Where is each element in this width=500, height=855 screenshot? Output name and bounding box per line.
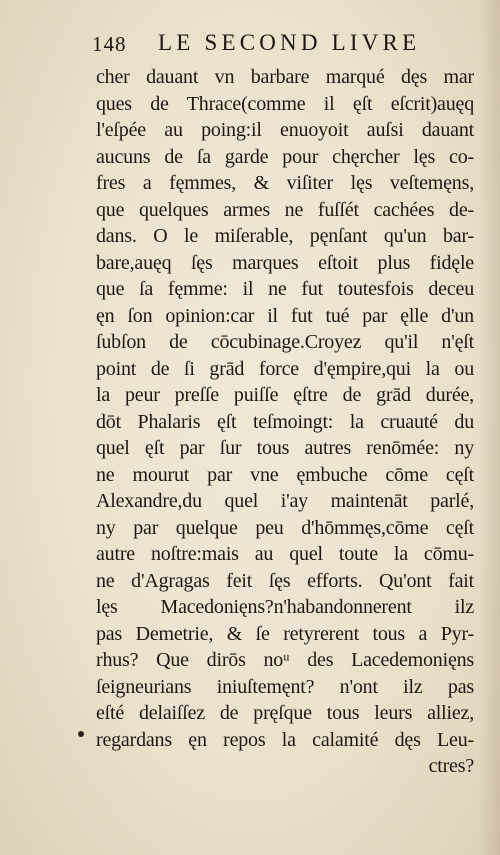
text-line: que ſa fęmme: il ne fut toutesfois deceu (96, 278, 474, 300)
text-line: regardans ęn repos la calamité dęs Leu- (96, 728, 474, 751)
text-line: aucuns de ſa garde pour chęrcher lęs co- (96, 145, 474, 168)
text-line: cher dauant vn barbare marqué dęs mar (96, 66, 474, 88)
text-line: Alexandre,du quel i'ay maintenāt parlé, (96, 490, 474, 512)
text-line: que quelques armes ne fuſſét cachées de- (96, 198, 474, 221)
text-line: bare,auęq ſęs marques eſtoit plus fidęle (96, 251, 474, 274)
text-line: ny par quelque peu d'hōmmęs,cōme cęſt (96, 516, 474, 539)
text-line: ſeigneurians iniuſtemęnt? n'ont ilz pas (96, 675, 474, 698)
text-line: ques de Thrace(comme il ęſt eſcrit)auęq (96, 92, 474, 115)
text-line: rhus? Que dirōs noᵘ des Lacedemonięns (96, 649, 474, 671)
text-line: fres a fęmmes, & viſiter lęs veſtemęns, (96, 172, 474, 194)
text-line: dans. O le miſerable, pęnſant qu'un bar- (96, 225, 474, 247)
text-line: ne d'Agragas feit ſęs efforts. Qu'ont fait (96, 569, 474, 592)
text-line: autre noſtre:mais au quel toute la cōmu- (96, 543, 474, 565)
body-text (96, 64, 474, 780)
page-number: 148 (92, 32, 127, 56)
text-line: dōt Phalaris ęſt teſmoingt: la cruauté du (96, 410, 474, 433)
text-line: pas Demetrie, & ſe retyrerent tous a Pyr- (96, 622, 474, 645)
page-header (92, 30, 452, 60)
text-line: ęn ſon opinion:car il fut tué par ęlle d'un (96, 304, 474, 327)
margin-mark (78, 731, 84, 737)
text-line: point de ſi grād force d'ęmpire,qui la ou (96, 357, 474, 380)
text-line: lęs Macedonięns?n'habandonnerent ilz (96, 596, 474, 618)
text-line: quel ęſt par ſur tous autres renōmée: ny (96, 437, 474, 459)
text-line: eſté delaiſſez de pręſque tous leurs alliez, (96, 702, 474, 724)
text-line: ſubſon de cōcubinage.Croyez qu'il n'ęſt (96, 331, 474, 353)
text-line: la peur preſſe puiſſe ęſtre de grād durée, (96, 384, 474, 406)
catchword: ctres? (428, 755, 474, 777)
text-line: l'eſpée au poing:il enuoyoit auſsi dauant (96, 119, 474, 141)
page-edge-shadow (478, 0, 500, 855)
text-line: ne mourut par vne ęmbuche cōme cęſt (96, 463, 474, 486)
running-title: LE SECOND LIVRE (158, 30, 421, 55)
